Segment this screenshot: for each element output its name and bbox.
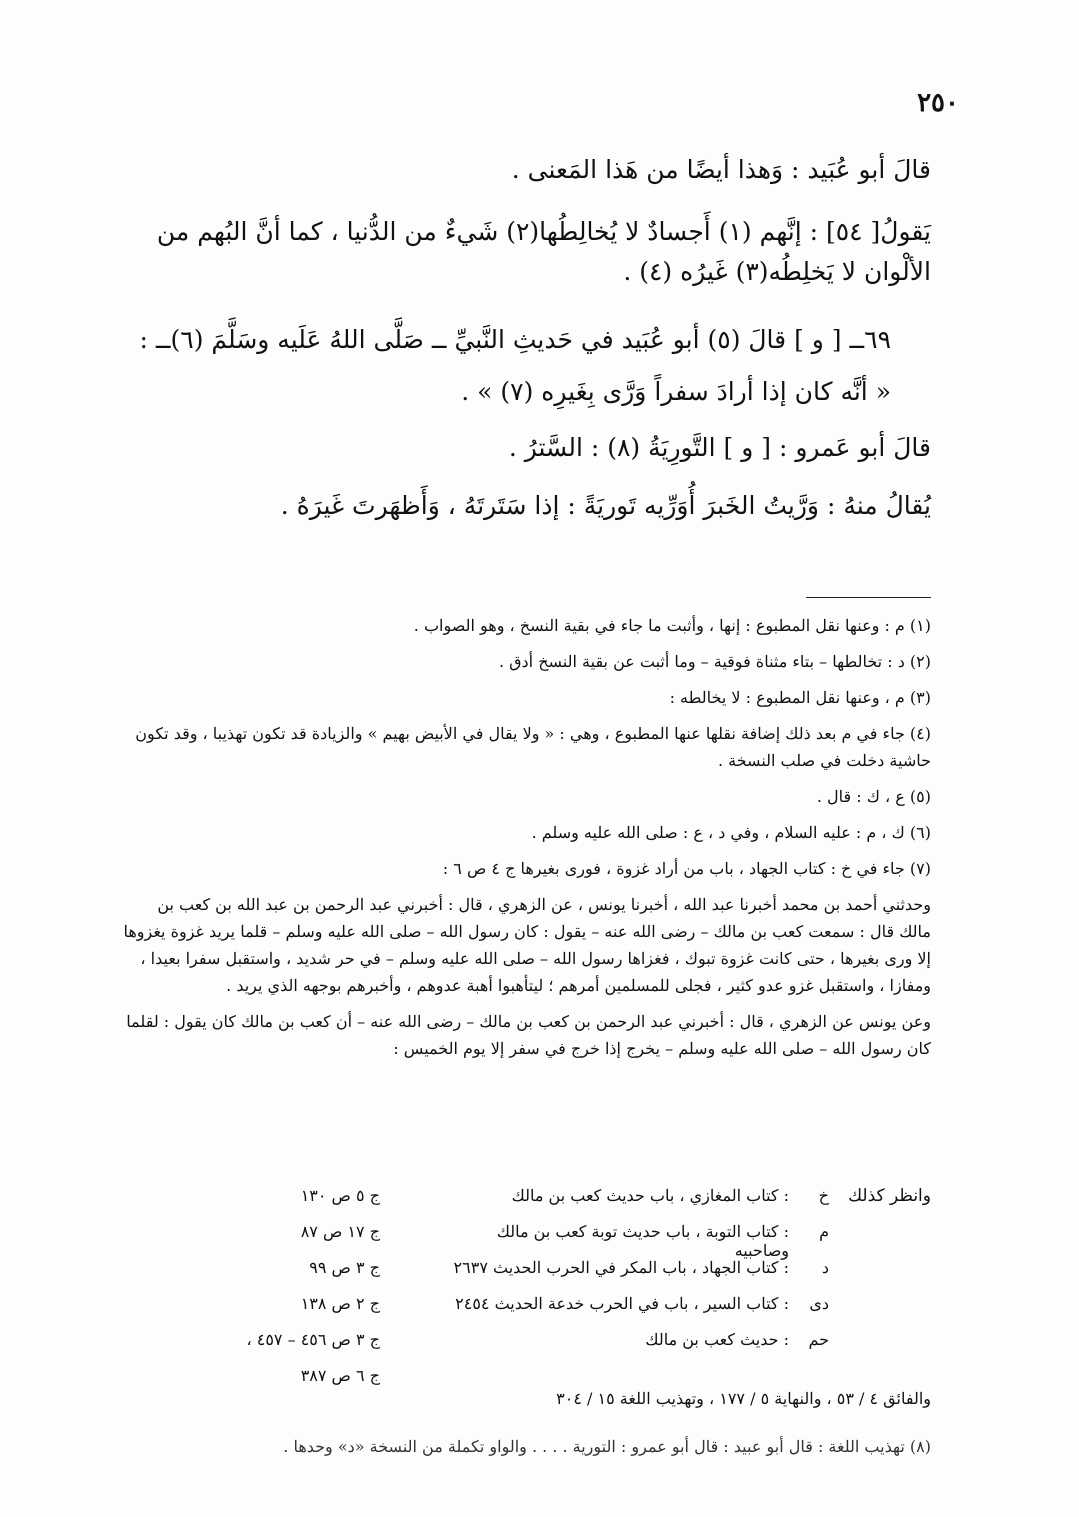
ref-location: ج ١٧ ص ٨٧ [300,1222,380,1241]
footnote-sources: والفائق ٤ / ٥٣ ، والنهاية ٥ / ١٧٧ ، وتهذيب اللغة ١٥ / ٣٠٤ [556,1389,931,1408]
footnote: (١) م : وعنها نقل المطبوع : إنها ، وأثبت ما جاء في بقية النسخ ، وهو الصواب . [413,616,931,635]
footnote: (٦) ك ، م : عليه السلام ، وفي د ، ع : صلى الله عليه وسلم . [531,823,931,842]
reference-row [150,1258,829,1294]
hadith-text: وحدثني أحمد بن محمد أخبرنا عبد الله ، أخبرنا يونس ، عن الزهري ، قال : أخبرني عبد الرحمن بن عبد الله بن كعب بن مالك قال : سمعت كعب بن مالك – رضى الله عنه – يقول : كان رسول الله – صلى الله عليه وسلم – قلما يريد غزوة يغزوها إلا ورى بغيرها ، حتى كانت غزوة تبوك ، فغزاها رسول الله – صلى الله عليه وسلم – في حر شديد ، واستقبل سفرا بعيدا ، ومفازا ، واستقبل غزو عدو كثير ، فجلى للمسلمين أمرهم ؛ ليتأهبوا أهبة عدوهم ، وأخبرهم بوجهه الذي يريد . [123,895,931,995]
ref-location: ج ٥ ص ١٣٠ [300,1186,380,1205]
footnote: (٨) تهذيب اللغة : قال أبو عبيد : قال أبو عمرو : التورية . . . . والواو تكملة من النسخة «د» وحدها . [283,1437,931,1456]
main-paragraph: يُقالُ منهُ : وَرَّيتُ الخَبرَ أُوَرِّيه تَوريَةً : إذا سَتَرتَهُ ، وَأَظهَرتَ غَيرَهُ . [280,491,931,520]
ref-code: حم [808,1330,829,1349]
ref-book: : كتاب الجهاد ، باب المكر في الحرب الحديث ٢٦٣٧ [453,1258,789,1277]
reference-row [150,1330,829,1366]
page-number: ٢٥٠ [917,88,959,118]
main-paragraph: « أنَّه كان إذا أرادَ سفراً وَرَّى بِغَيرِه (٧) » . [461,377,891,406]
main-paragraph: قالَ أبو عَمرو : [ و ] التَّورِيَةُ (٨) : السَّترُ . [508,433,931,462]
ref-book: : حديث كعب بن مالك [645,1330,789,1349]
reference-row [150,1186,829,1222]
reference-row [150,1222,829,1258]
footnote: (٣) م ، وعنها نقل المطبوع : لا يخالطه : [669,688,931,707]
reference-list [150,1186,829,1402]
ref-location: ج ٣ ص ٩٩ [309,1258,380,1277]
footnote: (٥) ع ، ك : قال . [816,787,931,806]
ref-location: ج ٦ ص ٣٨٧ [300,1366,380,1385]
ref-code: دى [809,1294,829,1313]
main-text [120,150,931,526]
footnote: (٢) د : تخالطها – بتاء مثناة فوقية – وما أثبت عن بقية النسخ أدق . [498,652,931,671]
ref-code: خ [818,1186,829,1205]
main-paragraph: يَقولُ[ ٥٤] : إنَّهم (١) أَجسادٌ لا يُخالِطُها(٢) شَيءٌ من الدُّنيا ، كما أنَّ البُهم من الألْوان لا يَخلِطُه(٣) غَيرُه (٤) . [156,217,931,286]
footnotes [122,612,931,1071]
ref-book: : كتاب المغازي ، باب حديث كعب بن مالك [511,1186,789,1205]
main-paragraph: قالَ أبو عُبَيد : وَهذا أيضًا من هَذا المَعنى . [511,155,931,184]
ref-book: : كتاب التوبة ، باب حديث توبة كعب بن مالك وصاحبيه [496,1222,789,1260]
footnote: (٤) جاء في م بعد ذلك إضافة نقلها عنها المطبوع ، وهي : « ولا يقال في الأبيض بهيم » والزيادة قد تكون تهذيبا ، وقد تكون حاشية دخلت في صلب النسخة . [135,724,931,770]
ref-code: د [821,1258,829,1277]
hadith-text: وعن يونس عن الزهري ، قال : أخبرني عبد الرحمن بن كعب بن مالك – رضى الله عنه – أن كعب بن مالك كان يقول : لقلما كان رسول الله – صلى الله عليه وسلم – يخرج إذا خرج في سفر إلا يوم الخميس : [126,1012,931,1058]
ref-location: ج ٣ ص ٤٥٦ – ٤٥٧ ، [246,1330,380,1349]
footnote: (٧) جاء في خ : كتاب الجهاد ، باب من أراد غزوة ، فورى بغيرها ج ٤ ص ٦ : [442,859,931,878]
ref-book: : كتاب السير ، باب في الحرب خدعة الحديث ٢٤٥٤ [455,1294,789,1313]
main-paragraph: ٦٩ــ [ و ] قالَ (٥) أبو عُبَيد في حَديثِ النَّبيِّ ــ صَلَّى اللهُ عَلَيه وسَلَّمَ (٦)ــ : [139,325,891,354]
refs-heading: وانظر كذلك [848,1186,931,1206]
reference-row [150,1294,829,1330]
ref-location: ج ٢ ص ١٣٨ [300,1294,380,1313]
footnote-separator [806,597,931,598]
ref-code: م [819,1222,829,1241]
